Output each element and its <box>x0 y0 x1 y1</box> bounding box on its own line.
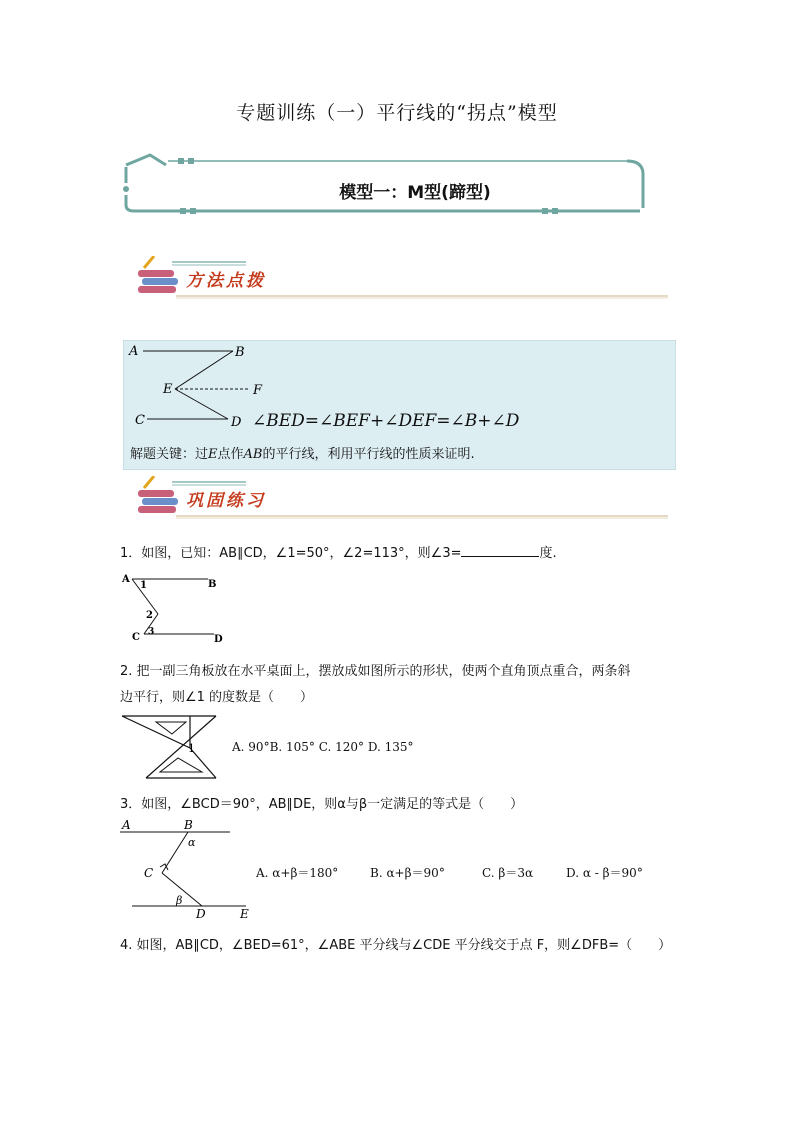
q3-label-beta: β <box>176 894 183 907</box>
q1-suffix: 度. <box>539 546 557 561</box>
q2-angle-label-1: 1 <box>188 742 195 755</box>
question-1 <box>120 542 557 561</box>
q3-option-b: B. α+β＝90° <box>370 866 445 880</box>
q1-label-a: A <box>122 574 130 585</box>
q1-label-1: 1 <box>140 580 147 591</box>
q1-label-2: 2 <box>146 610 153 621</box>
q1-answer-blank[interactable] <box>461 544 539 557</box>
q3-label-b: B <box>184 818 193 832</box>
key-line-ab: AB <box>243 447 263 462</box>
method-heading-label: 方法点拨 <box>186 271 266 291</box>
q2-line-2: 边平行，则∠1 的度数是（ ） <box>120 690 314 705</box>
q1-label-b: B <box>208 579 217 590</box>
practice-heading-label: 巩固练习 <box>186 491 266 511</box>
method-key-text <box>130 443 475 462</box>
q3-text: 3．如图，∠BCD＝90°，AB∥DE，则α与β一定满足的等式是（ ） <box>120 797 524 812</box>
q3-option-c: C. β＝3α <box>482 866 534 880</box>
q1-text: 1．如图，已知：AB∥CD，∠1=50°，∠2=113°，则∠3= <box>120 546 462 561</box>
fig-label-a: A <box>129 344 139 359</box>
q2-triangle-figure <box>120 712 220 782</box>
key-point-e: E <box>208 447 218 462</box>
practice-heading <box>136 476 672 520</box>
q3-label-alpha: α <box>188 836 196 849</box>
fig-label-f: F <box>253 383 263 398</box>
fig-label-c: C <box>135 413 145 428</box>
fig-label-b: B <box>235 345 245 360</box>
banner-title: 模型一：M型(蹄型) <box>339 183 491 203</box>
q3-label-d: D <box>196 907 206 921</box>
q2-line-1: 2. 把一副三角板放在水平桌面上，摆放成如图所示的形状，使两个直角顶点重合，两条斜 <box>120 664 631 679</box>
page-title: 专题训练（一）平行线的“拐点”模型 <box>236 102 558 124</box>
q3-label-a: A <box>122 818 131 832</box>
q3-option-a: A. α+β＝180° <box>256 866 339 880</box>
fig-label-e: E <box>163 382 173 397</box>
key-prefix: 解题关键：过 <box>130 447 209 462</box>
q3-label-e: E <box>240 907 249 921</box>
q1-label-c: C <box>132 632 140 643</box>
q3-label-c: C <box>144 866 154 880</box>
fig-label-d: D <box>231 415 242 430</box>
method-heading <box>136 256 672 300</box>
q1-label-d: D <box>214 634 223 645</box>
q4-text: 4. 如图，AB∥CD，∠BED=61°，∠ABE 平分线与∠CDE 平分线交于点 F，则∠DFB=（ ） <box>120 938 672 953</box>
q1-label-3: 3 <box>148 627 155 637</box>
key-suffix: 的平行线，利用平行线的性质来证明. <box>262 447 475 462</box>
q3-option-d: D. α - β＝90° <box>566 866 643 880</box>
key-mid: 点作 <box>217 447 244 462</box>
q3-figure <box>118 816 252 922</box>
method-formula: ∠BED=∠BEF+∠DEF=∠B+∠D <box>252 411 520 431</box>
q1-figure <box>118 570 230 645</box>
q2-options: A. 90°B. 105° C. 120° D. 135° <box>232 740 414 754</box>
